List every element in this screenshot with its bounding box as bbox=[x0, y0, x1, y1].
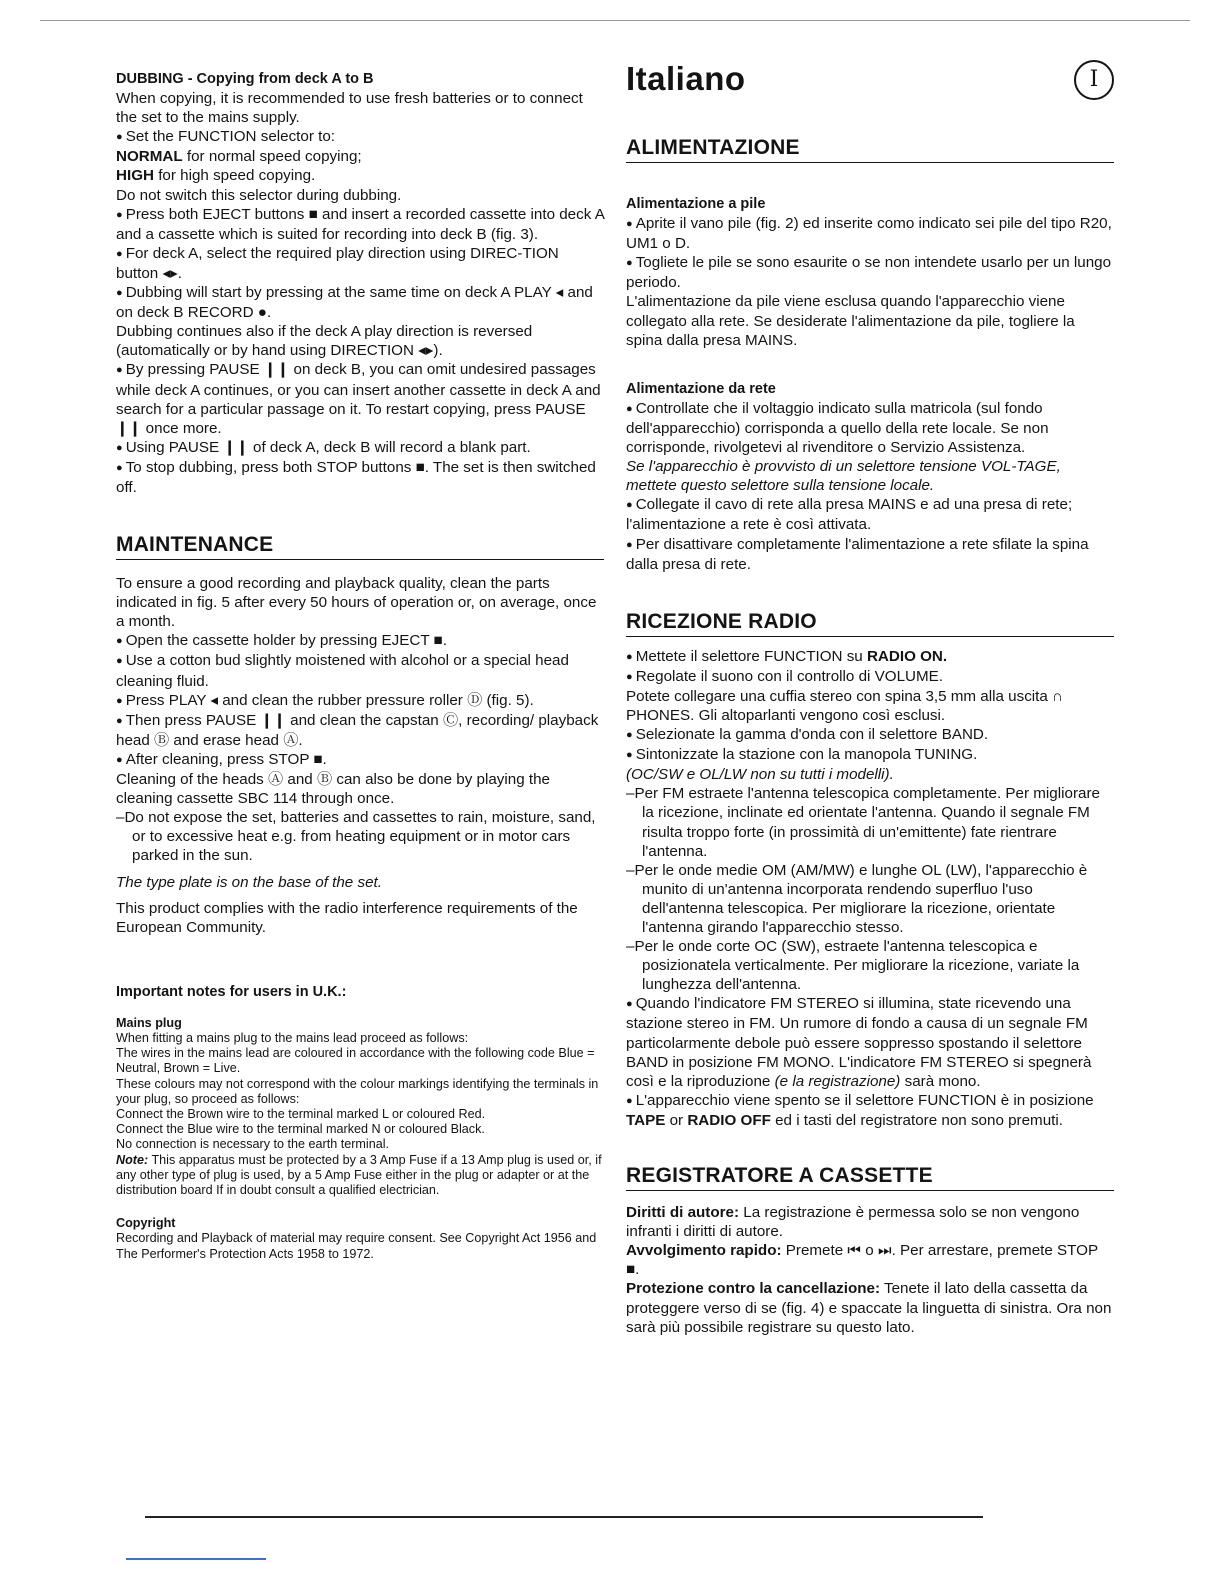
maint-open: ● Open the cassette holder by pressing EJECT ■. bbox=[116, 631, 604, 651]
maint-after: ● After cleaning, press STOP ■. bbox=[116, 750, 604, 770]
right-column bbox=[626, 60, 1114, 1337]
mains-plug-title: Mains plug bbox=[116, 1015, 182, 1030]
maint-cotton: ● Use a cotton bud slightly moistened with alcohol or a special head cleaning fluid. bbox=[116, 651, 604, 690]
dubbing-function: ● Set the FUNCTION selector to: bbox=[116, 127, 604, 147]
radio-band: ● Selezionate la gamma d'onda con il selettore BAND. bbox=[626, 725, 1114, 745]
maint-pause: ● Then press PAUSE ❙❙ and clean the capstan Ⓒ, recording/ playback head Ⓑ and erase head Ⓐ. bbox=[116, 711, 604, 750]
rete-2: Se l'apparecchio è provvisto di un selettore tensione VOL-TAGE, mettete questo selettore sulla tensione locale. bbox=[626, 458, 1061, 495]
dubbing-stop: ● To stop dubbing, press both STOP buttons ■. The set is then switched off. bbox=[116, 458, 604, 497]
maint-play: ● Press PLAY ◂ and clean the rubber pressure roller Ⓓ (fig. 5). bbox=[116, 691, 604, 711]
pile-1: ● Aprite il vano pile (fig. 2) ed inserite como indicato sei pile del tipo R20, UM1 o D. bbox=[626, 214, 1114, 253]
radio-stereo: ● Quando l'indicatore FM STEREO si illumina, state ricevendo una stazione stereo in FM. Un rumore di fondo a causa di un segnale FM particolarmente debole può essere soppresso spostando il selettore BAND in posizione FM MONO. L'indicatore FM STEREO si spegnerà così e la riproduzione (e la registrazione) sarà mono. bbox=[626, 994, 1114, 1090]
radio-off: ● L'apparecchio viene spento se il selettore FUNCTION è in posizione TAPE or RADIO OFF ed i tasti del registratore non sono premuti. bbox=[626, 1091, 1114, 1130]
scan-line-blue bbox=[126, 1558, 266, 1560]
radio-om: – Per le onde medie OM (AM/MW) e lunghe OL (LW), l'apparecchio è munito di un'antenna incorporata rendendo superfluo l'uso dell'antenna telescopica. Per migliorare la ricezione, orientate l'antenna girando l'apparecchio stesso. bbox=[626, 861, 1114, 937]
uk-notes-title: Important notes for users in U.K.: bbox=[116, 983, 347, 1000]
dubbing-eject: ● Press both EJECT buttons ■ and insert a recorded cassette into deck A and a cassette which is suited for recording into deck B (fig. 3). bbox=[116, 205, 604, 244]
language-header bbox=[626, 60, 1114, 114]
scan-line-top bbox=[40, 20, 1190, 21]
maint-complies: This product complies with the radio interference requirements of the European Community. bbox=[116, 899, 578, 936]
dubbing-continues: Dubbing continues also if the deck A play direction is reversed (automatically or by hand using DIRECTION ◂▸). bbox=[116, 323, 533, 360]
mains-plug-section bbox=[116, 1016, 604, 1262]
dubbing-title: DUBBING - Copying from deck A to B bbox=[116, 71, 374, 87]
rete-4: ● Per disattivare completamente l'alimentazione a rete sfilate la spina dalla presa di rete. bbox=[626, 535, 1114, 574]
radio-models: (OC/SW e OL/LW non su tutti i modelli). bbox=[626, 766, 894, 784]
dubbing-blank: ● Using PAUSE ❙❙ of deck A, deck B will record a blank part. bbox=[116, 438, 604, 458]
pile-title: Alimentazione a pile bbox=[626, 196, 766, 212]
maint-intro: To ensure a good recording and playback quality, clean the parts indicated in fig. 5 after every 50 hours of operation or, on average, once a month. bbox=[116, 575, 597, 631]
radio-tuning: ● Sintonizzate la stazione con la manopola TUNING. bbox=[626, 745, 1114, 765]
pile-3: L'alimentazione da pile viene esclusa quando l'apparecchio viene collegato alla rete. Se desiderate l'alimentazione da pile, togliere la spina dalla presa MAINS. bbox=[626, 293, 1075, 349]
mains-plug-4: Connect the Brown wire to the terminal marked L or coloured Red. bbox=[116, 1107, 486, 1122]
mains-plug-5: Connect the Blue wire to the terminal marked N or coloured Black. bbox=[116, 1122, 485, 1137]
mains-plug-3: These colours may not correspond with the colour markings identifying the terminals in your plug, so proceed as follows: bbox=[116, 1076, 599, 1106]
scan-line-bottom bbox=[145, 1516, 983, 1518]
language-badge: I bbox=[1074, 60, 1114, 100]
rete-1: ● Controllate che il voltaggio indicato sulla matricola (sul fondo dell'apparecchio) corrisponda a quello della rete locale. Se non corrisponde, rivolgetevi al rivenditore o Servizio Assistenza. bbox=[626, 399, 1114, 457]
alimentazione-title: ALIMENTAZIONE bbox=[626, 136, 1114, 163]
radio-oc: – Per le onde corte OC (SW), estraete l'antenna telescopica e posizionatela verticalmente. Per migliorare la ricezione, variate la lunghezza dell'antenna. bbox=[626, 937, 1114, 994]
rete-title: Alimentazione da rete bbox=[626, 380, 776, 397]
mains-plug-6: No connection is necessary to the earth terminal. bbox=[116, 1137, 390, 1152]
dubbing-start: ● Dubbing will start by pressing at the same time on deck A PLAY ◂ and on deck B RECORD ●. bbox=[116, 283, 604, 322]
rete-3: ● Collegate il cavo di rete alla presa MAINS e ad una presa di rete; l'alimentazione a rete è così attivata. bbox=[626, 495, 1114, 534]
maint-heads: Cleaning of the heads Ⓐ and Ⓑ can also be done by playing the cleaning cassette SBC 114 through once. bbox=[116, 771, 550, 808]
dubbing-intro: When copying, it is recommended to use fresh batteries or to connect the set to the mains supply. bbox=[116, 90, 583, 127]
radio-volume: ● Regolate il suono con il controllo di VOLUME. bbox=[626, 667, 1114, 687]
maint-expose: – Do not expose the set, batteries and cassettes to rain, moisture, sand, or to excessive heat e.g. from heating equipment or in motor cars parked in the sun. bbox=[116, 808, 604, 865]
dubbing-noswitch: Do not switch this selector during dubbing. bbox=[116, 186, 402, 204]
radio-function: ● Mettete il selettore FUNCTION su RADIO ON. bbox=[626, 647, 1114, 667]
reg-avvolgimento: Avvolgimento rapido: Premete ⏮ o ⏭. Per arrestare, premete STOP ■. bbox=[626, 1242, 1098, 1279]
maintenance-title: MAINTENANCE bbox=[116, 533, 604, 560]
radio-phones: Potete collegare una cuffia stereo con spina 3,5 mm alla uscita ∩ PHONES. Gli altoparlanti vengono così esclusi. bbox=[626, 687, 1063, 724]
reg-protezione: Protezione contro la cancellazione: Tenete il lato della cassetta da proteggere verso di se (fig. 4) e spaccate la linguetta di sinistra. Ora non sarà più possibile registrare su questo lato. bbox=[626, 1280, 1112, 1336]
left-column bbox=[116, 70, 604, 1262]
mains-plug-note: Note: This apparatus must be protected by a 3 Amp Fuse if a 13 Amp plug is used or, if any other type of plug is used, by a 5 Amp Fuse either in the plug or adapter or at the distribution board If in doubt consult a qualified electrician. bbox=[116, 1152, 602, 1198]
language-title: Italiano bbox=[626, 60, 746, 97]
dubbing-direction: ● For deck A, select the required play direction using DIREC-TION button ◂▸. bbox=[116, 244, 604, 283]
ricezione-radio-title: RICEZIONE RADIO bbox=[626, 610, 1114, 637]
copyright-title: Copyright bbox=[116, 1216, 176, 1231]
maint-typeplate: The type plate is on the base of the set. bbox=[116, 874, 382, 892]
dubbing-normal: NORMAL for normal speed copying; bbox=[116, 148, 362, 166]
reg-diritti: Diritti di autore: La registrazione è permessa solo se non vengono infranti i diritti di autore. bbox=[626, 1204, 1080, 1241]
pile-2: ● Togliete le pile se sono esaurite o se non intendete usarlo per un lungo periodo. bbox=[626, 253, 1114, 292]
mains-plug-1: When fitting a mains plug to the mains lead proceed as follows: bbox=[116, 1031, 469, 1046]
registratore-title: REGISTRATORE A CASSETTE bbox=[626, 1164, 1114, 1191]
dubbing-high: HIGH for high speed copying. bbox=[116, 167, 316, 185]
radio-fm: – Per FM estraete l'antenna telescopica completamente. Per migliorare la ricezione, inclinate ed orientate l'antenna. Quando il segnale FM risulta troppo forte (in prossimità di un'emittente) fate rientrare l'antenna. bbox=[626, 784, 1114, 860]
copyright-text: Recording and Playback of material may require consent. See Copyright Act 1956 and The Performer's Protection Acts 1958 to 1972. bbox=[116, 1231, 597, 1261]
dubbing-pause: ● By pressing PAUSE ❙❙ on deck B, you can omit undesired passages while deck A continues, or you can insert another cassette in deck A and search for a particular passage on it. To restart copying, press PAUSE ❙❙ once more. bbox=[116, 360, 604, 437]
mains-plug-2: The wires in the mains lead are coloured in accordance with the following code Blue = Neutral, Brown = Live. bbox=[116, 1046, 595, 1076]
